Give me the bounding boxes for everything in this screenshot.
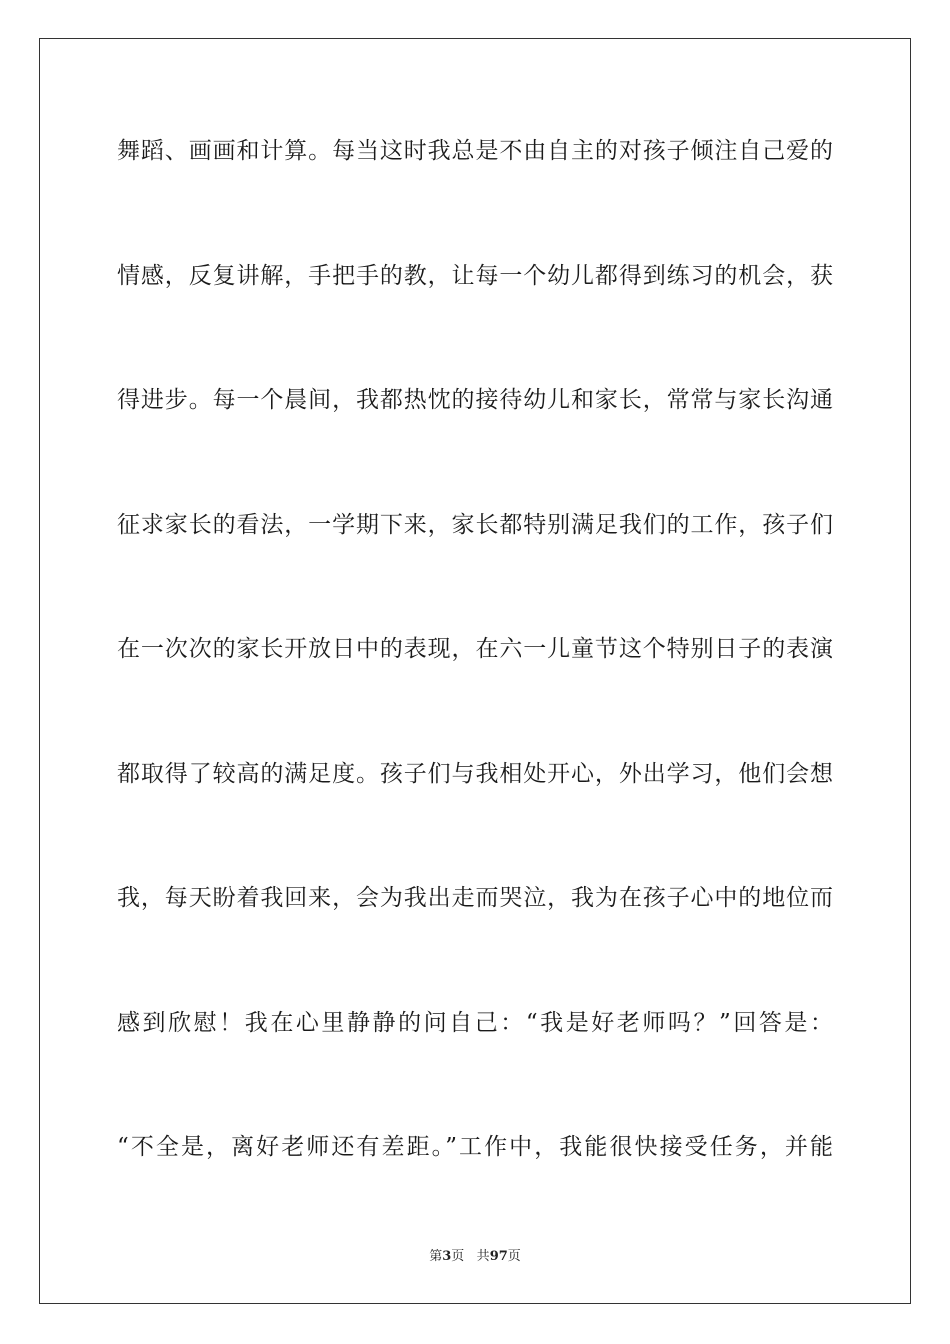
page-suffix: 页 <box>451 1249 465 1264</box>
text-line: 得进步。每一个晨间，我都热忱的接待幼儿和家长，常常与家长沟通 <box>117 387 833 413</box>
page-footer <box>0 1245 950 1264</box>
text-line: 感到欣慰！我在心里静静的问自己：“我是好老师吗？”回答是： <box>117 1009 833 1036</box>
text-line: 情感，反复讲解，手把手的教，让每一个幼儿都得到练习的机会，获 <box>117 262 833 289</box>
text-line: 舞蹈、画画和计算。每当这时我总是不由自主的对孩子倾注自己爱的 <box>117 138 833 164</box>
text-line: 在一次次的家长开放日中的表现，在六一儿童节这个特别日子的表演 <box>117 636 833 662</box>
total-pages: 97 <box>489 1249 508 1264</box>
text-line: 征求家长的看法，一学期下来，家长都特别满足我们的工作，孩子们 <box>117 511 833 538</box>
page-number: 3 <box>442 1249 452 1264</box>
total-prefix: 共 <box>476 1249 490 1264</box>
document-body <box>117 126 833 1247</box>
text-line: “不全是，离好老师还有差距。”工作中，我能很快接受任务，并能 <box>117 1134 833 1160</box>
text-line: 都取得了较高的满足度。孩子们与我相处开心，外出学习，他们会想 <box>117 760 833 787</box>
text-line: 我，每天盼着我回来，会为我出走而哭泣，我为在孩子心中的地位而 <box>117 885 833 911</box>
total-suffix: 页 <box>507 1249 521 1264</box>
page-prefix: 第 <box>429 1249 443 1264</box>
